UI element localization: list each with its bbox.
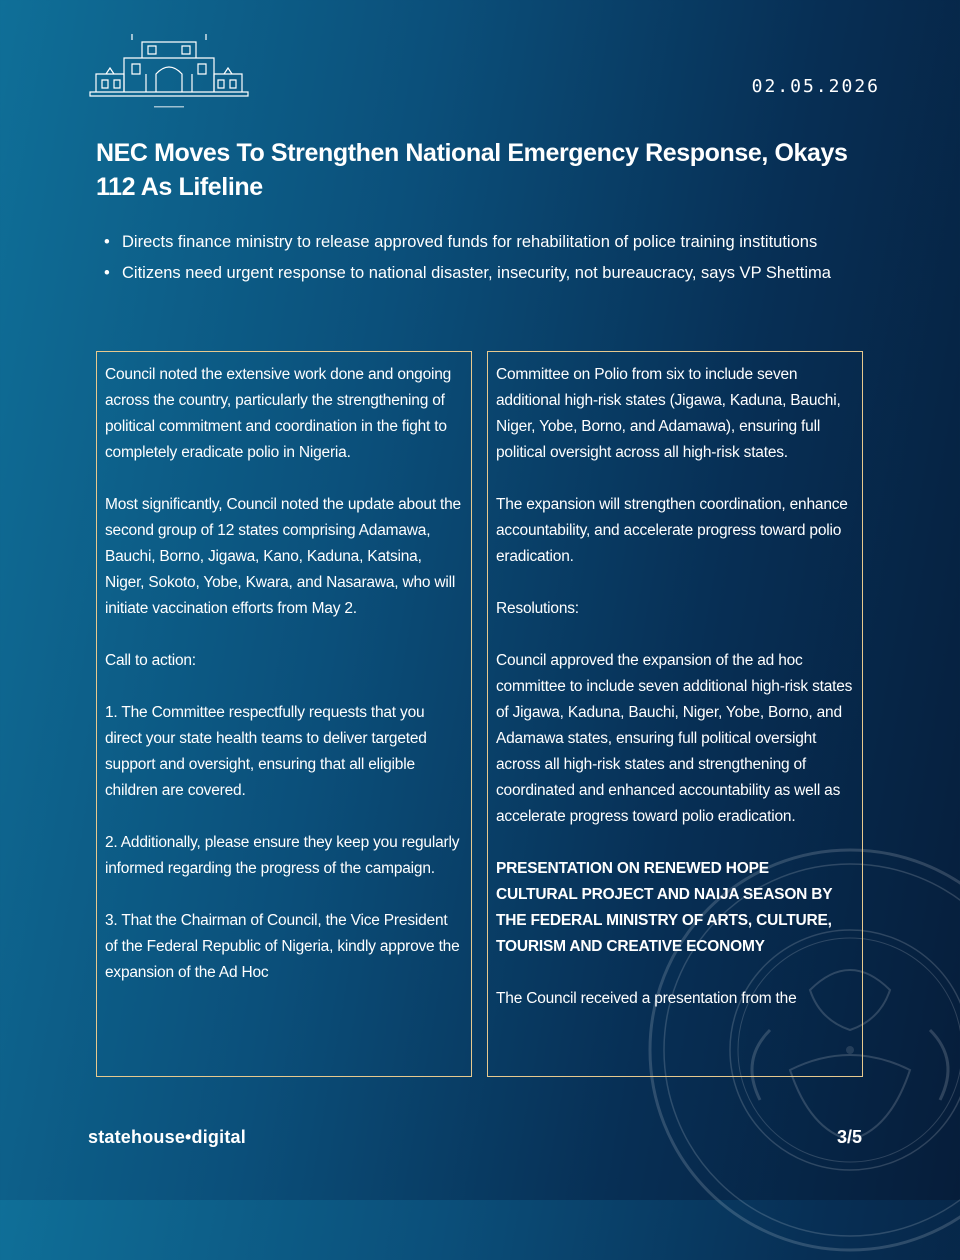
paragraph: The expansion will strengthen coordination, enhance accountability, and accelerate progress toward polio eradication. xyxy=(496,496,848,565)
paragraph: Council approved the expansion of the ad hoc committee to include seven additional high-risk states of Jigawa, Kaduna, Bauchi, Niger, Yobe, Borno, and Adamawa states, ensuring full political oversight across all high-risk states and strengthening of coordinated and enhanced accountability as well as accelerate progress toward polio eradication. xyxy=(496,652,853,825)
paragraph: 3. That the Chairman of Council, the Vice President of the Federal Republic of Nigeria, kindly approve the expansion of the Ad Hoc xyxy=(105,912,460,981)
left-text-column xyxy=(96,351,472,1077)
paragraph: 2. Additionally, please ensure they keep you regularly informed regarding the progress of the campaign. xyxy=(105,834,460,877)
page-indicator: 3/5 xyxy=(836,1127,862,1147)
paragraph: Call to action: xyxy=(105,652,196,669)
headline: NEC Moves To Strengthen National Emergency Response, Okays 112 As Lifeline xyxy=(96,139,848,201)
state-house-building-icon xyxy=(86,34,252,114)
paragraph: The Council received a presentation from the xyxy=(496,990,797,1007)
section-heading: PRESENTATION ON RENEWED HOPE CULTURAL PROJECT AND NAIJA SEASON BY THE FEDERAL MINISTRY OF ARTS, CULTURE, TOURISM AND CREATIVE ECONOMY xyxy=(496,860,833,955)
paragraph: Most significantly, Council noted the update about the second group of 12 states comprising Adamawa, Bauchi, Borno, Jigawa, Kano, Kaduna, Katsina, Niger, Sokoto, Yobe, Kwara, and Nasarawa, who will initiate vaccination efforts from May 2. xyxy=(105,496,461,617)
summary-bullets xyxy=(96,230,856,292)
paragraph: Council noted the extensive work done and ongoing across the country, particularly the strengthening of political commitment and coordination in the fight to completely eradicate polio in Nigeria. xyxy=(105,366,452,461)
bullet-item: • Directs finance ministry to release approved funds for rehabilitation of police training institutions xyxy=(96,230,856,255)
right-text-column xyxy=(487,351,863,1077)
brand-name: statehouse•digital xyxy=(88,1127,246,1147)
publish-date: 02.05.2026 xyxy=(751,76,880,97)
bullet-item: • Citizens need urgent response to national disaster, insecurity, not bureaucracy, says VP Shettima xyxy=(96,261,856,286)
paragraph: Resolutions: xyxy=(496,600,579,617)
paragraph: 1. The Committee respectfully requests that you direct your state health teams to deliver targeted support and oversight, ensuring that all eligible children are covered. xyxy=(105,704,427,799)
paragraph: Committee on Polio from six to include seven additional high-risk states (Jigawa, Kaduna, Bauchi, Niger, Yobe, Borno, and Adamawa), ensuring full political oversight across all high-risk states. xyxy=(496,366,841,461)
